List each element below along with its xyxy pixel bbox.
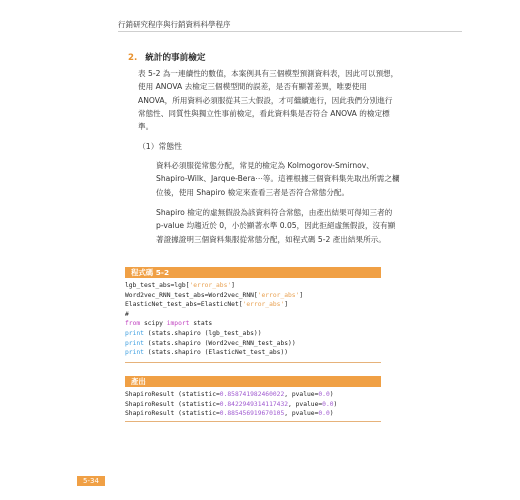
code-token: ElasticNet_test_abs=ElasticNet[ — [125, 301, 243, 309]
output-line — [125, 409, 381, 419]
code-line — [125, 348, 381, 358]
output-token: 0.0 — [318, 410, 330, 418]
code-block — [125, 281, 381, 358]
code-token: print — [125, 339, 144, 347]
output-token: 0.885456919670105 — [219, 410, 285, 418]
paragraph-shapiro-result: Shapiro 檢定的虛無假設為該資料符合常態，由產出結果可得知三者的 p-value 均趨近於 0，小於顯著水準 0.05，因此拒絕虛無假設，沒有顯著證據證明三個資料集服從常態分配，如程式碼 5-2 產出結果所示。 — [156, 208, 396, 244]
output-box-title: 產出 — [125, 376, 381, 387]
code-box-bottom-rule — [125, 362, 381, 363]
section-title: 統計的事前檢定 — [145, 53, 206, 63]
code-token: ] — [231, 282, 235, 289]
code-token: 'error_abs' — [189, 282, 232, 289]
output-token: 0.8422949314117432 — [219, 400, 289, 408]
code-token: ] — [299, 291, 304, 299]
code-token: 'error_abs' — [242, 301, 285, 309]
paragraph-anova-intro: 表 5-2 為一連續性的數值，本案例具有三個模型預測資料表，因此可以預想，使用 ANOVA 去檢定三個模型間的誤差，是否有顯著差異，唯要使用 ANOVA，所用資料必須服從其三大假設，才可繼續進行，因此我們分別進行常態性、同質性與獨立性事前檢定，看此資料集是否符合 ANOVA 的檢定標準。 — [138, 69, 399, 132]
output-token: ShapiroResult (statistic= — [125, 391, 220, 398]
output-token: ) — [329, 410, 334, 418]
code-token: from — [125, 320, 141, 328]
output-token: ) — [329, 391, 334, 398]
output-token: , pvalue= — [288, 400, 323, 408]
code-token: scipy — [140, 320, 167, 328]
code-token: (stats.shapiro (lgb_test_abs)) — [143, 329, 262, 337]
code-token: (stats.shapiro (ElasticNet_test_abs)) — [143, 349, 289, 357]
code-line — [125, 310, 381, 320]
output-token: ShapiroResult (statistic= — [125, 400, 220, 408]
code-token: stats — [189, 320, 213, 328]
code-token: 'error_abs' — [257, 291, 300, 299]
code-token: (stats.shapiro (Word2vec_RNN_test_abs)) — [143, 339, 296, 347]
code-token: import — [166, 320, 190, 328]
page-number: 5-34 — [77, 476, 105, 486]
code-token: ] — [284, 301, 289, 309]
output-token: , pvalue= — [284, 391, 319, 398]
output-token: ) — [333, 400, 338, 408]
output-line — [125, 400, 381, 410]
section-heading — [128, 51, 205, 63]
running-header: 行銷研究程序與行銷資料科學程序 — [118, 20, 231, 29]
output-token: 0.0 — [322, 400, 334, 408]
code-line — [125, 339, 381, 349]
code-box-title: 程式碼 5-2 — [125, 267, 381, 278]
output-token: 0.858741982460022 — [219, 391, 285, 398]
output-token: ShapiroResult (statistic= — [125, 410, 220, 418]
paragraph-normality: 資料必須服從常態分配，常見的檢定為 Kolmogorov-Smirnov、Shapiro-Wilk、Jarque-Bera⋯等。這裡根據三個資料集先取出所需之欄位後，使用 Shapiro 檢定來查看三者是否符合常態分配。 — [156, 161, 400, 197]
code-line — [125, 329, 381, 339]
output-line — [125, 390, 381, 400]
code-line — [125, 300, 381, 310]
section-number: 2. — [128, 53, 138, 63]
output-token: , pvalue= — [284, 410, 319, 418]
output-block — [125, 390, 381, 419]
subsection-heading: （1）常態性 — [138, 142, 182, 151]
code-token: print — [125, 329, 144, 337]
code-line — [125, 319, 381, 329]
output-box-bottom-rule — [125, 421, 381, 422]
code-line — [125, 281, 381, 291]
header-rule — [118, 31, 462, 32]
code-token: print — [125, 349, 144, 357]
code-token: Word2vec_RNN_test_abs=Word2vec_RNN[ — [125, 291, 258, 299]
code-token: lgb_test_abs=lgb[ — [125, 282, 190, 289]
output-token: 0.0 — [318, 391, 330, 398]
code-token: # — [125, 310, 129, 318]
code-line — [125, 291, 381, 301]
